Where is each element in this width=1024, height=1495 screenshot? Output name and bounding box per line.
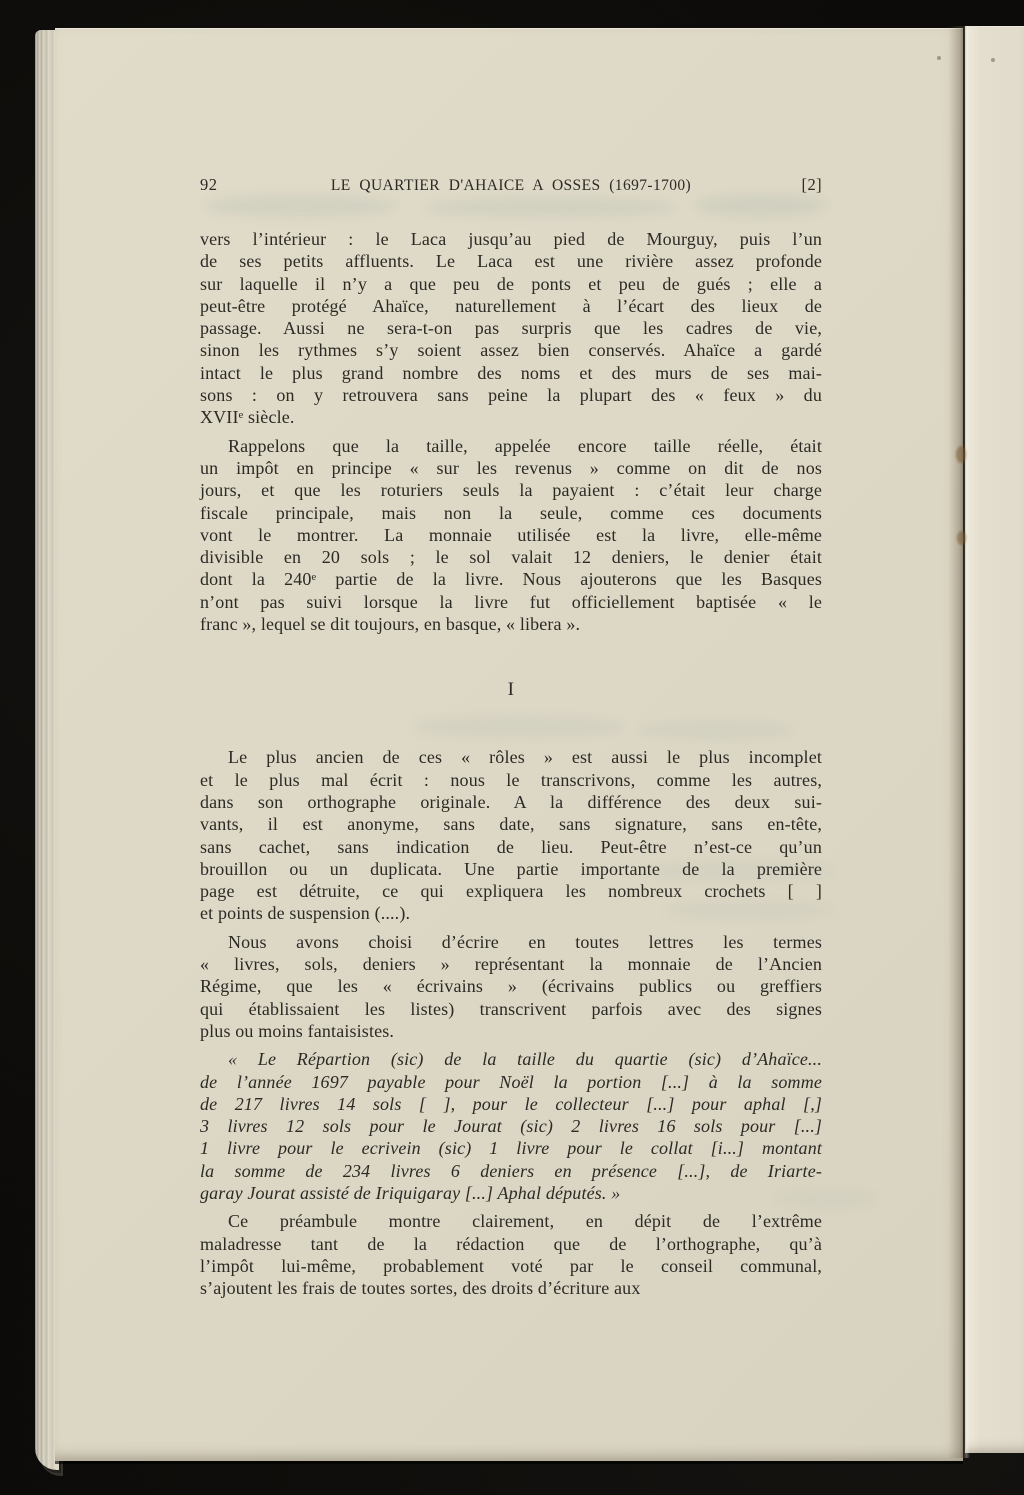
text-line: vants, il est anonyme, sans date, sans signature, sans en-tête,: [200, 814, 822, 835]
text-line: sons : on y retrouvera sans peine la plupart des « feux » du: [200, 385, 822, 406]
text-line: 3 livres 12 sols pour le Jourat (sic) 2 livres 16 sols pour [...]: [200, 1116, 822, 1137]
text-line: n’ont pas suivi lorsque la livre fut officiellement baptisée « le: [200, 591, 822, 612]
text-line: Ce préambule montre clairement, en dépit de l’extrême: [228, 1211, 822, 1232]
text-line: peut-être protégé Ahaïce, naturellement à l’écart des lieux de: [200, 295, 822, 316]
text-column: [200, 228, 822, 1299]
book-page: [55, 28, 963, 1461]
page-number: 92: [200, 175, 218, 194]
text-line: vers l’intérieur : le Laca jusqu’au pied de Mourguy, puis l’un: [200, 229, 822, 249]
text-line: jours, et que les roturiers seuls la payaient : c’était leur charge: [200, 480, 822, 501]
text-line: s’ajoutent les frais de toutes sortes, des droits d’écriture aux: [200, 1278, 641, 1299]
stain-mark: [957, 531, 966, 545]
bracket-reference: [2]: [801, 175, 822, 194]
text-line: page est détruite, ce qui expliquera les nombreux crochets [ ]: [200, 881, 822, 902]
text-line: XVIIᵉ siècle.: [200, 407, 295, 428]
text-line: « livres, sols, deniers » représentant la monnaie de l’Ancien: [200, 954, 822, 975]
paragraph: [200, 228, 822, 429]
text-line: un impôt en principe « sur les revenus » comme on dit de nos: [200, 457, 822, 478]
running-title: LE QUARTIER D'AHAICE A OSSES (1697-1700): [330, 177, 692, 194]
text-line: Le plus ancien de ces « rôles » est aussi le plus incomplet: [228, 747, 822, 768]
text-line: franc », lequel se dit toujours, en basque, « libera ».: [200, 614, 581, 635]
text-line: sur laquelle il n’y a que peu de ponts et peu de gués ; elle a: [200, 273, 822, 294]
paragraph: [200, 931, 822, 1042]
text-line: 1 livre pour le ecrivein (sic) 1 livre pour le collat [i...] montant: [200, 1138, 822, 1159]
speck-mark: [937, 56, 941, 60]
text-line: de ses petits affluents. Le Laca est une rivière assez profonde: [200, 251, 822, 272]
text-line: plus ou moins fantaisistes.: [200, 1020, 395, 1041]
paragraph: [200, 435, 822, 636]
text-line: et points de suspension (....).: [200, 903, 411, 924]
text-line: « Le Répartion (sic) de la taille du quartie (sic) d’Ahaïce...: [228, 1049, 822, 1070]
text-line: garay Jourat assisté de Iriquigaray [...] Aphal députés. »: [200, 1182, 621, 1203]
text-line: qui établissaient les listes) transcrivent parfois avec des signes: [200, 998, 822, 1019]
text-line: la somme de 234 livres 6 deniers en présence [...], de Iriarte-: [200, 1160, 822, 1181]
text-line: intact le plus grand nombre des noms et des murs de ses mai-: [200, 362, 822, 383]
stain-mark: [956, 446, 966, 463]
section-heading: I: [507, 679, 515, 701]
text-line: de l’année 1697 payable pour Noël la portion [...] à la somme: [200, 1071, 822, 1092]
text-line: fiscale principale, mais non la seule, comme ces documents: [200, 502, 822, 523]
text-block: [200, 175, 822, 1305]
text-line: sinon les rythmes s’y soient assez bien conservés. Ahaïce a gardé: [200, 340, 822, 361]
text-line: vont le montrer. La monnaie utilisée est la livre, elle-même: [200, 524, 822, 545]
text-line: passage. Aussi ne sera-t-on pas surpris que les cadres de vie,: [200, 318, 822, 339]
facing-page-edge: [965, 26, 1024, 1453]
paragraph: [200, 1210, 822, 1299]
text-line: divisible en 20 sols ; le sol valait 12 deniers, le denier était: [200, 547, 822, 568]
text-line: l’impôt lui-même, probablement voté par le conseil communal,: [200, 1255, 822, 1276]
text-line: sans cachet, sans indication de lieu. Peut-être n’est-ce qu’un: [200, 836, 822, 857]
text-line: de 217 livres 14 sols [ ], pour le collecteur [...] pour aphal [,]: [200, 1093, 822, 1114]
text-line: brouillon ou un duplicata. Une partie importante de la première: [200, 858, 822, 879]
speck-mark: [991, 58, 995, 62]
quote-paragraph: [200, 1048, 822, 1204]
text-line: maladresse tant de la rédaction que de l’orthographe, qu’à: [200, 1233, 822, 1254]
paragraph: [200, 746, 822, 924]
running-header: [200, 175, 822, 197]
text-line: Rappelons que la taille, appelée encore taille réelle, était: [228, 435, 822, 456]
text-line: Régime, que les « écrivains » (écrivains publics ou greffiers: [200, 976, 822, 997]
text-line: et le plus mal écrit : nous le transcrivons, comme les autres,: [200, 769, 822, 790]
text-line: dont la 240ᵉ partie de la livre. Nous ajouterons que les Basques: [200, 569, 822, 590]
text-line: dans son orthographe originale. A la différence des deux sui-: [200, 791, 822, 812]
text-line: Nous avons choisi d’écrire en toutes lettres les termes: [228, 931, 822, 952]
